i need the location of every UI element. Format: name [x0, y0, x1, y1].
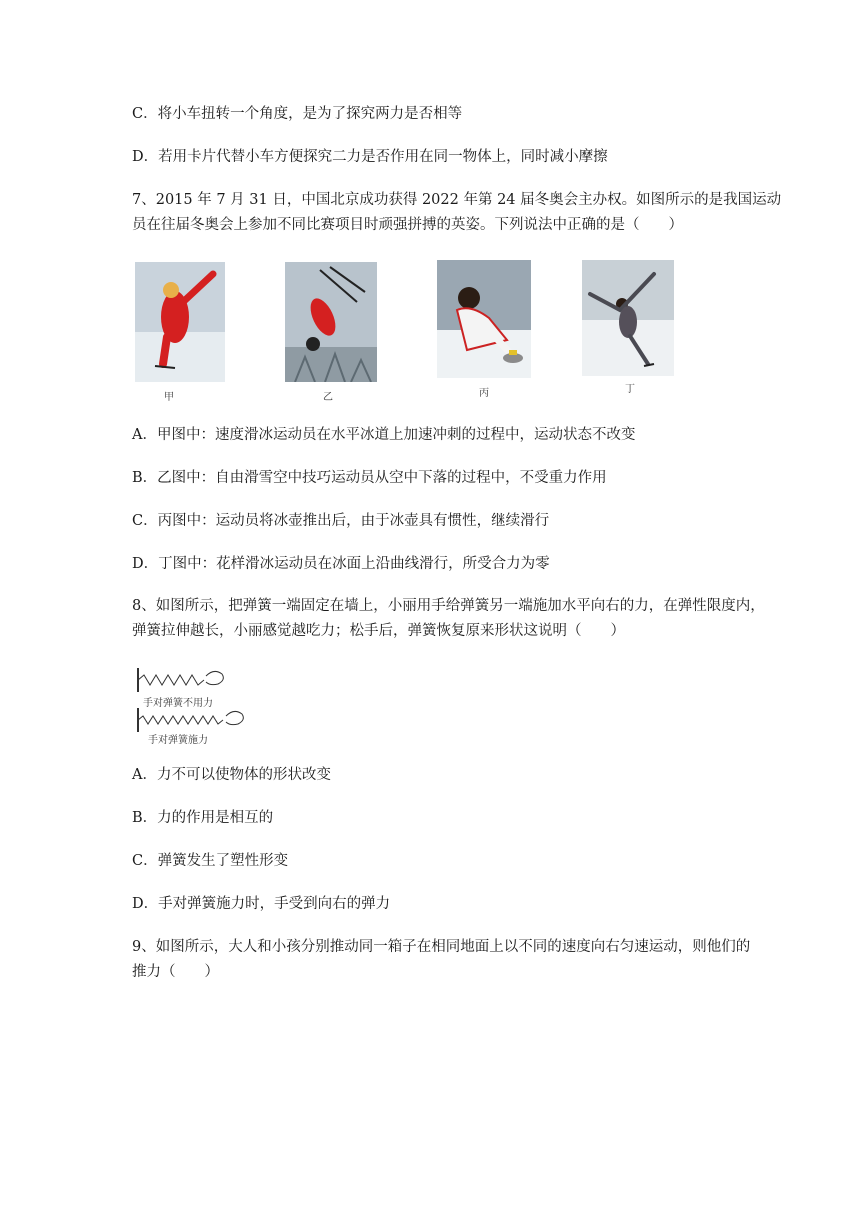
q8-option-b: B．力的作用是相互的 [132, 810, 274, 826]
q7-figure-yi [285, 262, 377, 382]
q7-figure-ding [582, 260, 674, 376]
q6-option-d: D．若用卡片代替小车方便探究二力是否作用在同一物体上，同时减小摩擦 [132, 149, 608, 165]
speed-skater-image [135, 262, 225, 382]
q7-stem-line2: 员在往届冬奥会上参加不同比赛项目时顽强拼搏的英姿。下列说法中正确的是（ ） [132, 217, 683, 233]
q6-option-c: C．将小车扭转一个角度，是为了探究两力是否相等 [132, 106, 463, 122]
q7-caption-ding: 丁 [625, 384, 635, 395]
q9-stem-line2: 推力（ ） [132, 964, 219, 980]
q7-figure-bing [437, 260, 531, 378]
curling-image [437, 260, 531, 378]
q8-option-c: C．弹簧发生了塑性形变 [132, 853, 289, 869]
q7-caption-jia: 甲 [164, 392, 174, 403]
q9-stem-line1: 9、如图所示，大人和小孩分别推动同一箱子在相同地面上以不同的速度向右匀速运动，则他们的 [132, 939, 751, 955]
q7-figure-jia [135, 262, 225, 382]
q8-figure-label-top: 手对弹簧不用力 [143, 698, 213, 709]
figure-skater-image [582, 260, 674, 376]
q7-option-c: C．丙图中：运动员将冰壶推出后，由于冰壶具有惯性，继续滑行 [132, 513, 550, 529]
q8-option-a: A．力不可以使物体的形状改变 [132, 767, 331, 783]
q7-option-a: A．甲图中：速度滑冰运动员在水平冰道上加速冲刺的过程中，运动状态不改变 [132, 427, 636, 443]
q8-stem-line2: 弹簧拉伸越长，小丽感觉越吃力；松手后，弹簧恢复原来形状这说明（ ） [132, 623, 625, 639]
q7-stem-line1: 7、2015 年 7 月 31 日，中国北京成功获得 2022 年第 24 届冬奥会主办权。如图所示的是我国运动 [132, 192, 782, 208]
q7-option-b: B．乙图中：自由滑雪空中技巧运动员从空中下落的过程中，不受重力作用 [132, 470, 607, 486]
q7-option-d: D．丁图中：花样滑冰运动员在冰面上沿曲线滑行，所受合力为零 [132, 556, 550, 572]
aerial-skier-image [285, 262, 377, 382]
q7-caption-yi: 乙 [323, 392, 333, 403]
q8-figure-label-bottom: 手对弹簧施力 [148, 735, 208, 746]
q8-stem-line1: 8、如图所示，把弹簧一端固定在墙上，小丽用手给弹簧另一端施加水平向右的力，在弹性限度内， [132, 598, 765, 614]
q8-option-d: D．手对弹簧施力时，手受到向右的弹力 [132, 896, 391, 912]
q7-caption-bing: 丙 [479, 388, 489, 399]
